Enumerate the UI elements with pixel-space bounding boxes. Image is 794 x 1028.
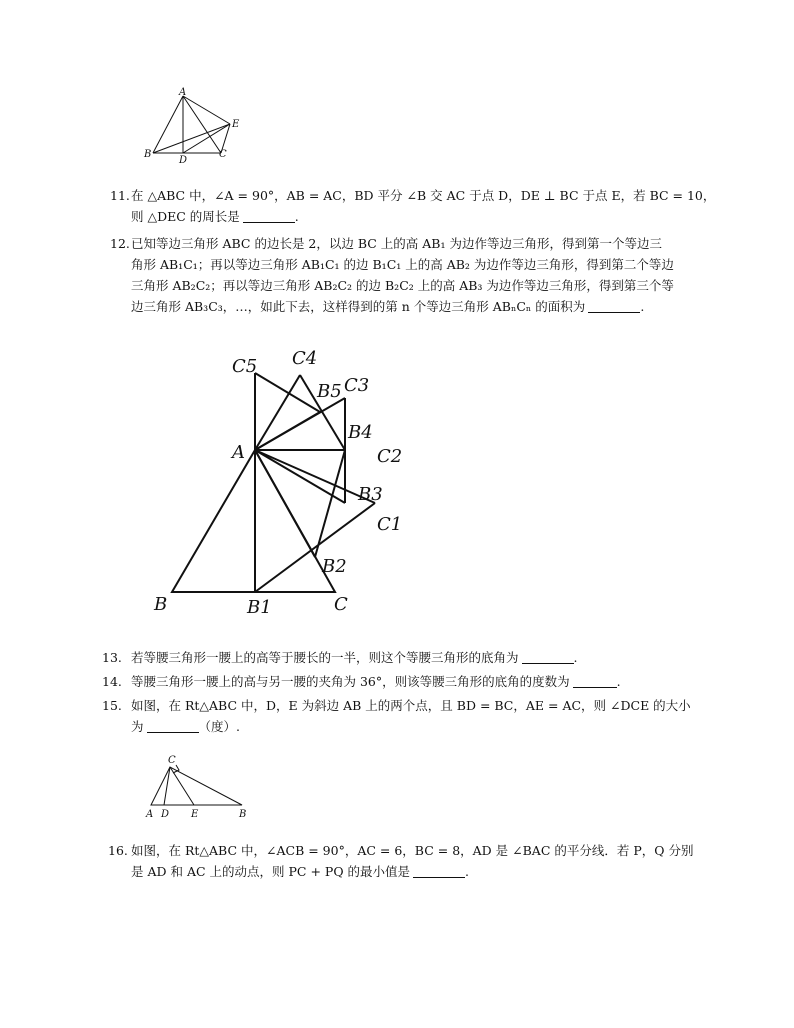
figure-q15 (138, 750, 258, 822)
question-number: 12. (110, 236, 130, 251)
label-C4: C4 (292, 348, 318, 369)
question-end: . (465, 864, 470, 879)
question-11 (110, 185, 716, 227)
question-text: 等腰三角形一腰上的高与另一腰的夹角为 36°，则该等腰三角形的底角的度数为 (131, 674, 570, 689)
question-number: 15. (102, 698, 122, 713)
label-C5: C5 (232, 356, 258, 377)
figure-q11 (140, 85, 250, 165)
label-C: C (219, 149, 227, 160)
question-end: （度）. (198, 719, 240, 734)
label-A: A (146, 809, 154, 820)
question-text: 如图，在 Rt△ABC 中，D，E 为斜边 AB 上的两个点，且 BD = BC，AE = AC，则 ∠DCE 的大小 (131, 698, 691, 713)
question-end: . (640, 299, 645, 314)
label-B: B (144, 149, 152, 160)
question-text: 三角形 AB₂C₂；再以等边三角形 AB₂C₂ 的边 B₂C₂ 上的高 AB₃ 为边作等边三角形，得到第三个等 (131, 278, 674, 293)
question-13 (102, 647, 690, 668)
question-end: . (294, 209, 299, 224)
answer-blank[interactable] (147, 718, 199, 733)
label-E: E (232, 119, 240, 130)
label-E: E (191, 809, 199, 820)
answer-blank[interactable] (573, 673, 617, 688)
question-text: 已知等边三角形 ABC 的边长是 2，以边 BC 上的高 AB₁ 为边作等边三角形，得到第一个等边三 (131, 236, 662, 251)
label-B3: B3 (358, 484, 383, 505)
label-C2: C2 (377, 446, 403, 467)
question-text: 在 △ABC 中，∠A = 90°，AB = AC，BD 平分 ∠B 交 AC 于点 D，DE ⊥ BC 于点 E，若 BC = 10， (131, 188, 716, 203)
label-B4: B4 (348, 422, 373, 443)
question-14 (102, 671, 690, 692)
question-number: 13. (102, 650, 122, 665)
label-C1: C1 (377, 514, 403, 535)
question-end: . (573, 650, 578, 665)
question-text: 为 (131, 719, 144, 734)
question-text: 如图，在 Rt△ABC 中，∠ACB = 90°，AC = 6，BC = 8，AD 是 ∠BAC 的平分线．若 P，Q 分别 (131, 843, 694, 858)
label-D: D (179, 155, 188, 165)
answer-blank[interactable] (413, 863, 465, 878)
answer-blank[interactable] (588, 298, 640, 313)
question-text: 角形 AB₁C₁；再以等边三角形 AB₁C₁ 的边 B₁C₁ 上的高 AB₂ 为边作等边三角形，得到第二个等边 (131, 257, 674, 272)
question-number: 14. (102, 674, 122, 689)
question-text: 则 △DEC 的周长是 (131, 209, 240, 224)
question-number: 16. (108, 843, 128, 858)
answer-blank[interactable] (243, 208, 295, 223)
label-B2: B2 (322, 556, 347, 577)
label-A: A (232, 442, 245, 463)
question-end: . (616, 674, 621, 689)
label-C: C (334, 594, 348, 615)
question-text: 边三角形 AB₃C₃，…，如此下去，这样得到的第 n 个等边三角形 ABₙCₙ 的面积为 (131, 299, 586, 314)
question-text: 若等腰三角形一腰上的高等于腰长的一半，则这个等腰三角形的底角为 (131, 650, 519, 665)
figure-q12 (140, 340, 420, 620)
label-C: C (168, 755, 176, 766)
label-C3: C3 (344, 375, 370, 396)
question-number: 11. (110, 188, 130, 203)
question-12 (110, 233, 690, 317)
label-A: A (179, 87, 187, 98)
label-B: B (154, 594, 168, 615)
question-text: 是 AD 和 AC 上的动点，则 PC + PQ 的最小值是 (131, 864, 411, 879)
label-B: B (239, 809, 247, 820)
answer-blank[interactable] (522, 649, 574, 664)
label-B5: B5 (317, 381, 342, 402)
question-16 (108, 840, 694, 882)
question-15 (102, 695, 691, 737)
label-B1: B1 (247, 597, 272, 618)
label-D: D (161, 809, 170, 820)
